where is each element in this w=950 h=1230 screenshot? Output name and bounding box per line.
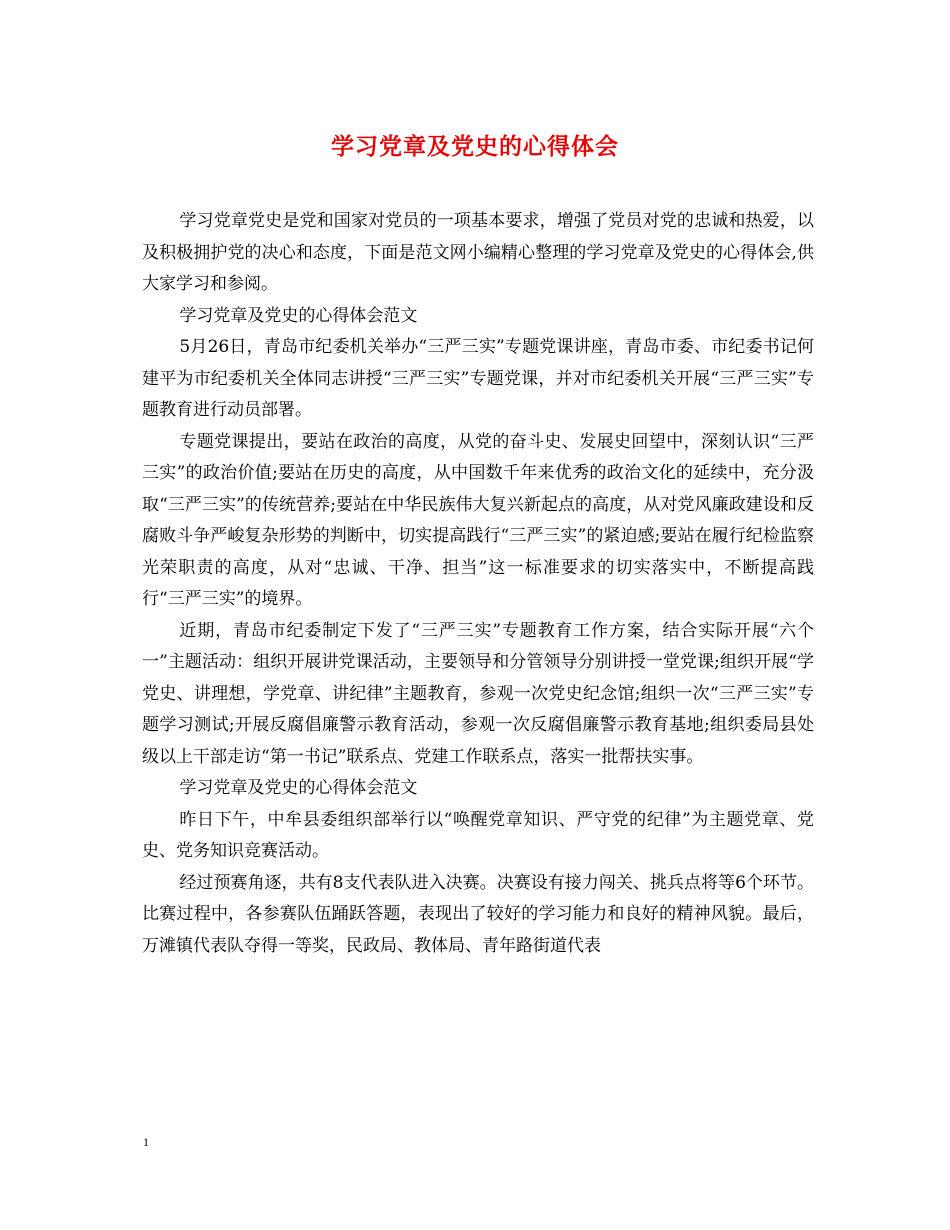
document-body: [142, 206, 814, 962]
section-heading: 学习党章及党史的心得体会范文: [179, 305, 418, 326]
document-title: 学习党章及党史的心得体会: [331, 134, 619, 160]
paragraph: 近期，青岛市纪委制定下发了“三严三实”专题教育工作方案，结合实际开展“六个一”主题活动：组织开展讲党课活动，主要领导和分管领导分别讲授一堂党课;组织开展“学党史、讲理想，学党章、讲纪律”主题教育，参观一次党史纪念馆;组织一次“三严三实”专题学习测试;开展反腐倡廉警示教育活动，参观一次反腐倡廉警示教育基地;组织委局县处级以上干部走访“第一书记”联系点、党建工作联系点，落实一批帮扶实事。: [142, 620, 814, 767]
paragraph-intro: 学习党章党史是党和国家对党员的一项基本要求，增强了党员对党的忠诚和热爱，以及积极拥护党的决心和态度，下面是范文网小编精心整理的学习党章及党史的心得体会,供大家学习和参阅。: [142, 211, 814, 294]
paragraph: 专题党课提出，要站在政治的高度，从党的奋斗史、发展史回望中，深刻认识“三严三实”的政治价值;要站在历史的高度，从中国数千年来优秀的政治文化的延续中，充分汲取“三严三实”的传统营养;要站在中华民族伟大复兴新起点的高度，从对党风廉政建设和反腐败斗争严峻复杂形势的判断中，切实提高践行“三严三实”的紧迫感;要站在履行纪检监察光荣职责的高度，从对“忠诚、干净、担当”这一标准要求的切实落实中，不断提高践行“三严三实”的境界。: [142, 431, 814, 609]
paragraph: 昨日下午，中牟县委组织部举行以“唤醒党章知识、严守党的纪律”为主题党章、党史、党务知识竞赛活动。: [142, 809, 814, 861]
page-number: 1: [143, 1135, 149, 1149]
paragraph: 经过预赛角逐，共有8支代表队进入决赛。决赛设有接力闯关、挑兵点将等6个环节。比赛过程中，各参赛队伍踊跃答题，表现出了较好的学习能力和良好的精神风貌。最后，万滩镇代表队夺得一等奖，民政局、教体局、青年路街道代表: [142, 872, 814, 956]
paragraph: 5月26日，青岛市纪委机关举办“三严三实”专题党课讲座，青岛市委、市纪委书记何建平为市纪委机关全体同志讲授“三严三实”专题党课，并对市纪委机关开展“三严三实”专题教育进行动员部署。: [142, 337, 814, 420]
section-heading: 学习党章及党史的心得体会范文: [179, 778, 418, 798]
